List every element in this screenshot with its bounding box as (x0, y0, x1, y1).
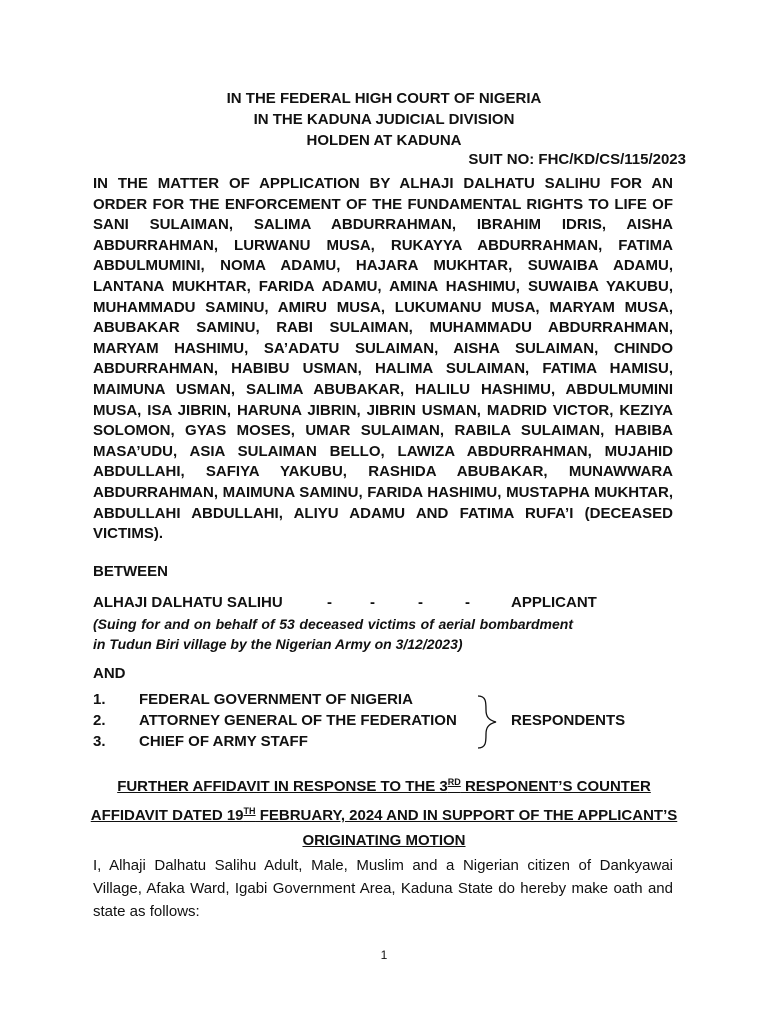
and-label: AND (93, 665, 126, 682)
separator-dash: - (370, 594, 375, 611)
separator-dash: - (465, 594, 470, 611)
respondent-item (93, 712, 457, 729)
applicant-role: APPLICANT (511, 594, 597, 611)
suing-note: (Suing for and on behalf of 53 deceased victims of aerial bombardment in Tudun Biri village by the Nigerian Army on 3/12/2023) (93, 616, 573, 652)
respondent-name: FEDERAL GOVERNMENT OF NIGERIA (139, 691, 413, 708)
judicial-division: IN THE KADUNA JUDICIAL DIVISION (253, 111, 515, 128)
respondent-name: CHIEF OF ARMY STAFF (139, 733, 308, 750)
matter-paragraph: IN THE MATTER OF APPLICATION BY ALHAJI DALHATU SALIHU FOR AN ORDER FOR THE ENFORCEMENT OF THE FUNDAMENTAL RIGHTS TO LIFE OF SANI SULAIMAN, SALIMA ABDURRAHMAN, IBRAHIM IDRIS, AISHA ABDURRAHMAN, LURWANU MUSA, RUKAYYA ABDURRAHMAN, FATIMA ABDULMUMINI, NOMA ADAMU, HAJARA MUKHTAR, SUWAIBA ADAMU, LANTANA MUKHTAR, FARIDA ADAMU, AMINA HASHIMU, SUWAIBA YAKUBU, MUHAMMADU SAMINU, AMIRU MUSA, LUKUMANU MUSA, MARYAM MUSA, ABUBAKAR SAMINU, RABI SULAIMAN, MUHAMMADU ABDURRAHMAN, MARYAM HASHIMU, SA’ADATU SULAIMAN, AISHA SULAIMAN, CHINDO ABDURRAHMAN, HABIBU USMAN, HALIMA SULAIMAN, FATIMA HAMISU, MAIMUNA USMAN, SALIMA ABUBAKAR, HALILU HASHIMU, ABDULMUMINI MUSA, ISA JIBRIN, HARUNA JIBRIN, JIBRIN USMAN, MADRID VICTOR, KEZIYA SOLOMON, GYAS MOSES, UMAR SULAIMAN, RABILA SULAIMAN, HABIBA MASA’UDU, ASIA SULAIMAN BELLO, LAWIZA ABDURRAHMAN, MUJAHID ABDULLAHI, SAFIYA YAKUBU, RASHIDA ABUBAKAR, MUNAWWARA ABDURRAHMAN, MAIMUNA SAMINU, FARIDA HASHIMU, MUSTAPHA MUKHTAR, ABDULLAHI ABDULLAHI, ALIYU ADAMU AND FATIMA RUFA’I (DECEASED VICTIMS). (93, 175, 673, 543)
between-label: BETWEEN (93, 563, 168, 580)
respondents-role: RESPONDENTS (511, 712, 626, 729)
affidavit-title: FURTHER AFFIDAVIT IN RESPONSE TO THE 3RD RESPONENT’S COUNTER AFFIDAVIT DATED 19TH FEBRUARY, 2024 AND IN SUPPORT OF THE APPLICANT’S ORIGINATING MOTION (90, 777, 678, 849)
separator-dash: - (418, 594, 423, 611)
respondent-number: 2. (93, 712, 106, 729)
respondent-name: ATTORNEY GENERAL OF THE FEDERATION (139, 712, 457, 729)
right-brace-icon (474, 694, 504, 750)
respondent-item (93, 691, 413, 708)
separator-dash: - (327, 594, 332, 611)
oath-paragraph: I, Alhaji Dalhatu Salihu Adult, Male, Muslim and a Nigerian citizen of Dankyawai Village, Afaka Ward, Igabi Government Area, Kaduna State do hereby make oath and state as follows: (93, 857, 673, 920)
suit-number: SUIT NO: FHC/KD/CS/115/2023 (468, 151, 686, 168)
holden-at: HOLDEN AT KADUNA (306, 132, 462, 149)
page-number: 1 (380, 948, 388, 962)
applicant-name: ALHAJI DALHATU SALIHU (93, 594, 283, 611)
court-name: IN THE FEDERAL HIGH COURT OF NIGERIA (226, 90, 542, 107)
respondent-item (93, 733, 308, 750)
respondent-number: 1. (93, 691, 106, 708)
respondent-number: 3. (93, 733, 106, 750)
